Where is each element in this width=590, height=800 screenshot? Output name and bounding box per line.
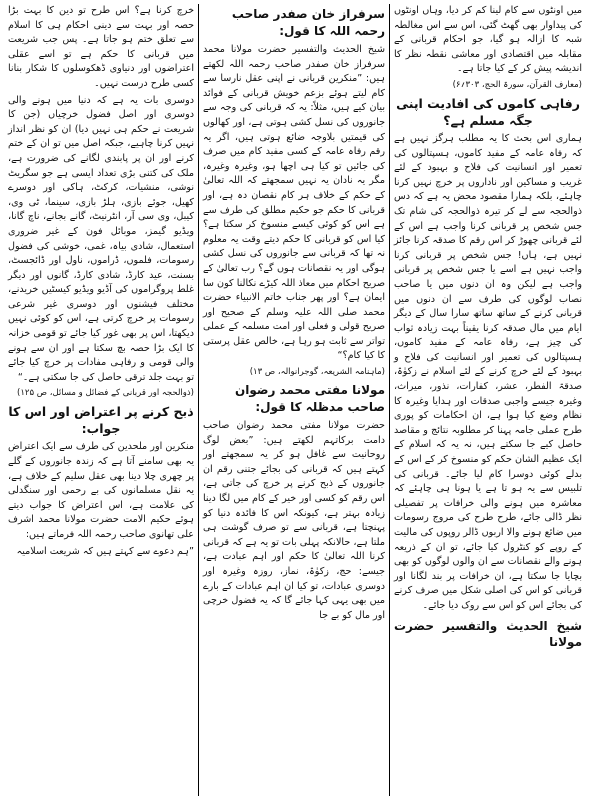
section-heading: سرفراز خان صفدر صاحب رحمہ اللہ کا قول:: [231, 7, 385, 38]
section-heading: مولانا مفتی محمد رضوان صاحب مدظلہ کا قول:: [235, 383, 385, 415]
reference-note: (ذوالحجہ اور قربانی کے فضائل و مسائل، ص ۱۲۵): [17, 388, 194, 399]
paragraph: میں اونٹوں سے کام لینا کم کر دیا، وہاں اونٹوں کی پیداوار بھی گھٹ گئی، اس سے اس مغالطہ شبہ کا ازالہ ہو گیا، جو احکام قربانی کے مقابلہ میں اقتصادی اور معاشی نقطہ نظر کا اندیشہ پیش کر کے کیا جاتا ہے۔: [394, 5, 582, 75]
paragraph: دوسری بات یہ ہے کہ دنیا میں ہونے والی دوسری اور اصل فضول خرچیاں (جن کا شریعت نے حکم ہی نہیں دیا) ان کو نظر انداز نہیں کرنا چاہیے، جبکہ اصل میں تو ان کے ختم کرنے اور ان پر پابندی لگانے کی ضرورت ہے، ملک کی کتنی بڑی تعداد ایسی ہے جو سگریٹ نوشی، منشیات، کرکٹ، ہاکی اور دوسرے کھیل، جوئے بازی، ہلڑ بازی، سینما، ٹی وی، کیبل، وی سی آر، انٹرنیٹ، گانے بجانے، ناچ گانا، ویڈیو گیمز، موبائل فون کے غیر ضروری استعمال، شادی بیاہ، غمی، خوشی کی فضول رسومات، فلموں، ڈراموں، ناول اور ڈائجسٹ، بسنت، عید کارڈ، شادی کارڈ، گانوں اور دیگر غلط پروگراموں کی آڈیو ویڈیو کیسٹیں خریدنے، مختلف فیشنوں اور دوسری غیر شرعی رسومات پر خرچ کرتی ہے، اس کو کوئی نہیں دیکھتا، اس پر بھی غور کیا جائے تو قومی خزانہ کا ایک بڑا حصہ بچ سکتا ہے اور ان سے ہونے والی قومی و رفاہی مفادات پر خرچ کیا جائے تو بہت جلد ترقی حاصل کی جا سکتی ہے۔“: [8, 94, 194, 383]
newspaper-page: [4, 4, 586, 796]
section-heading: رفاہی کاموں کی افادیت اپنی جگہ مسلم ہے؟: [396, 95, 580, 128]
paragraph: ہماری اس بحث کا یہ مطلب ہرگز نہیں ہے کہ رفاہ عامہ کے مفید کاموں، ہسپتالوں کی تعمیر اور انسانیت کی فلاح و بہبود کے لئے غریب و مساکین اور ناداروں پر خرچ نہیں کرنا چاہئے، بلکہ ہمارا مقصود محض یہ ہے کہ دس ذوالحجہ سے لے کر تیرہ ذوالحجہ کی شام تک جس شخص پر قربانی کرنا واجب ہے اس کے لئے قربانی چھوڑ کر اس رقم کا صدقہ کرنا جائز نہیں ہے، ہاں! جس شخص پر قربانی کرنا واجب نہیں ہے اسے یا جس شخص پر قربانی واجب ہے لیکن وہ ان دنوں میں یا صاحب نصاب لوگوں کی طرف سے ان دنوں میں قربانی کرنے کے ساتھ ساتھ سارا سال کے دیگر ایام میں مال صدقہ کرنا یقیناً بہت زیادہ ثواب کی چیز ہے، رفاہ عامہ کے مفید کاموں، ہسپتالوں کی تعمیر اور انسانیت کی فلاح و بہبود کے لئے خرچ کرنے کے لئے اسلام نے زکوٰۃ، صدقۃ الفطر، عشر، کفارات، نذور، میراث، وغیرہ جیسے واجبی صدقات اور ہدایا وغیرہ کا نظام وضع کیا ہوا ہے، ان احکامات کو پوری طرح عملی جامہ پہنا کر مطلوبہ نتائج و مقاصد حاصل کیے جا سکتے ہیں، نہ یہ کہ اسلام کے ایک عظیم الشان حکم کو منسوخ کر کے اس کے بدلے کوئی دوسرا کام لیا جائے۔ قربانی کی تلبیس سے یہ ہو تا ہے یا ہونا ہی چاہئے کہ معاشرہ میں ہونے والی خرافات پر تفصیلی نظر ڈالی جائے، طرح طرح کی مروج رسومات میں ضائع ہونے والا اربوں ڈالر روپوں کی مالیت کے روپے کو کنٹرول کیا جائے، تو ان کے ذریعہ ہونے والے نقصانات سے ان والوں لوگوں کو بھی بچایا جا سکتا ہے، ان خرافات پر بند لگانا اور قربانی کو اس کی اصلی شکل میں صرف کرنے کی بجائے اس کو اس سے روک دیا جائے۔: [394, 132, 582, 611]
column-middle: [198, 4, 390, 796]
section-heading: ذبح کرنے پر اعتراض اور اس کا جواب:: [8, 404, 194, 437]
paragraph: حضرت مولانا مفتی محمد رضوان صاحب دامت برکاتہم لکھتے ہیں: ”بعض لوگ روحانیت سے غافل ہو کر یہ سمجھتے اور کہتے ہیں کہ قربانی کی بجائے جتنی رقم ان جانوروں کے ذبح کرنے پر خرچ کی جاتی ہے، اس رقم کو کسی اور خیر کے کام میں لگا دینا زیادہ بہتر ہے، کیونکہ اس کا فائدہ دنیا کو پہنچتا ہے، قربانی سے تو صرف گوشت ہی ملتا ہے، حالانکہ پہلی بات تو یہ ہے کہ قربانی کرنا اللہ تعالیٰ کا حکم اور اہم عبادت ہے، جیسے: حج، زکوٰۃ، نماز، روزہ وغیرہ اور دوسری عبادات، تو کیا ان اہم عبادات کے بارے میں بھی یہی کہا جائے گا کہ یہ فضول خرچی اور مال کو بے جا: [203, 420, 385, 621]
column-left: [4, 4, 198, 796]
reference-note: (معارف القرآن، سورۃ الحج، ۳۰۳؍۶): [452, 79, 582, 90]
paragraph: منکرین اور ملحدین کی طرف سے ایک اعتراض یہ بھی سامنے آتا ہے کہ زندہ جانوروں کے گلے پر چھری چلا دینا بھی عقل سلیم کے خلاف ہے، یہ نقل مسلمانوں کی بے رحمی اور سنگدلی کی علامت ہے، اس اعتراض کا جواب دیتے ہوئے حکیم الامت حضرت مولانا محمد اشرف علی تھانوی صاحب رحمہ اللہ فرماتے ہیں:: [8, 441, 194, 540]
author-line: شیخ الحدیث والتفسیر حضرت مولانا: [394, 618, 582, 649]
paragraph: شیخ الحدیث والتفسیر حضرت مولانا محمد سرفراز خان صفدر صاحب رحمہ اللہ لکھتے ہیں: ”منکرین قربانی نے اپنی عقل نارسا سے کام لیتے ہوئے بزعم خویش قربانی کے فوائد بیان کیے ہیں، مثلاً: یہ کہ قربانی کی وجہ سے جانوروں کی نسل کشی ہوتی ہے، اور کھالوں کی قیمتیں بلاوجہ ضائع ہوتی ہیں، اگر یہ رقم رفاہ عامہ کے کسی مفید کام میں صرف کی جائیں تو کیا ہی اچھا ہو، وغیرہ وغیرہ، مگر یہ نادان یہ نہیں سمجھتے کہ اللہ تعالیٰ کے حکم کے خلاف ہر کام نقصان دہ ہے، اور قربانی کا حکم جو حکیم مطلق کی طرف سے ہے اس کو کوئی کیسے منسوخ کر سکتا ہے؟ کیا اس کو قربانی کا حکم دیتے وقت یہ معلوم نہ تھا کہ قربانی سے جانوروں کی نسل کشی ہوگی اور یہ نقصانات ہوں گے؟ رب تعالیٰ کے صریح احکام میں معاذ اللہ کیڑے نکالنا کون سا ایمان ہے؟ اور پھر جناب خاتم الانبیاء حضرت محمد صلی اللہ علیہ وسلم کے صحیح اور صریح قولی و فعلی اور امت مسلمہ کے عملی تواتر سے ثابت ہو رہا ہے، خالص عقل پرستی کا کیا کام؟“: [202, 44, 385, 362]
reference-note: (ماہنامہ الشریعہ، گوجرانوالہ، ص ۱۳): [249, 367, 385, 378]
paragraph: خرچ کرنا ہے؟ اس طرح تو دین کا بہت بڑا حصہ اور بہت سے دینی احکام ہی کا اسلام سے تعلق ختم ہو جاتا ہے۔ پس جب شریعت میں قربانی کا حکم ہے تو اسے عقلی اعتراضوں اور دنیاوی ڈھکوسلوں کا شکار بنانا کسی طرح درست نہیں۔: [8, 5, 194, 89]
column-right: [390, 4, 586, 796]
paragraph: ”ہم دعوے سے کہتے ہیں کہ شریعت اسلامیہ: [16, 545, 194, 557]
